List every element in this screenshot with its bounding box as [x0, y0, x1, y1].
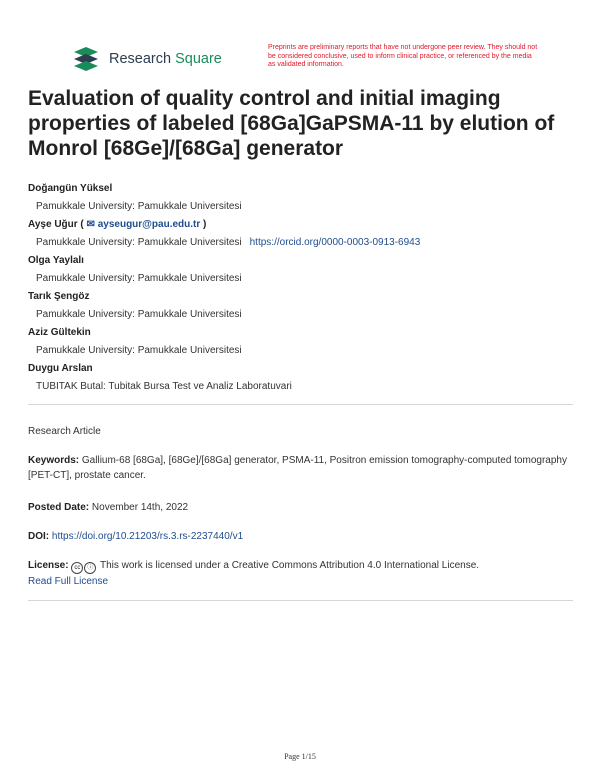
paper-title: Evaluation of quality control and initial imaging properties of labeled [68Ga]GaPSMA-11 by elution of Monrol [68Ge]/[68Ga] generator	[28, 87, 555, 160]
doi	[28, 529, 573, 544]
research-square-logo-icon	[72, 46, 102, 72]
email-text: ayseugur@pau.edu.tr	[97, 219, 201, 230]
divider	[28, 600, 573, 601]
logo-text	[109, 51, 222, 67]
author-name-text: Ayşe Uğur	[28, 219, 78, 230]
orcid-link[interactable]: https://orcid.org/0000-0003-0913-6943	[249, 237, 421, 248]
creative-commons-icon: cc	[71, 562, 83, 574]
posted-date	[28, 500, 573, 515]
author-email-link[interactable]	[87, 219, 201, 230]
divider	[28, 404, 573, 405]
affiliation-text: Pamukkale University: Pamukkale Universitesi	[36, 237, 242, 248]
attribution-icon: ⓘ	[84, 562, 96, 574]
license-label: License:	[28, 560, 69, 571]
author-affiliation	[28, 234, 573, 252]
author-name-with-email: Ayşe Uğur ( ✉ ayseugur@pau.edu.tr )	[28, 219, 207, 230]
keywords-label: Keywords:	[28, 455, 80, 466]
license	[28, 558, 573, 589]
logo-word-square: Square	[175, 51, 222, 67]
posted-date-label: Posted Date:	[28, 502, 90, 513]
author-list	[28, 180, 573, 396]
author-affiliation: TUBITAK Butal: Tubitak Bursa Test ve Analiz Laboratuvari	[36, 381, 292, 392]
author-affiliation: Pamukkale University: Pamukkale Universitesi	[36, 273, 242, 284]
posted-date-value: November 14th, 2022	[91, 502, 189, 513]
author-affiliation: Pamukkale University: Pamukkale Universitesi	[36, 309, 242, 320]
preprint-notice: Preprints are preliminary reports that have not undergone peer review. They should not be considered conclusive, used to inform clinical practice, or referenced by the media as validated information.	[268, 44, 538, 68]
logo-word-research: Research	[109, 51, 172, 67]
author-name: Doğangün Yüksel	[28, 183, 113, 194]
license-text: This work is licensed under a Creative Commons Attribution 4.0 International License.	[99, 560, 480, 571]
doi-link[interactable]: https://doi.org/10.21203/rs.3.rs-2237440/v1	[51, 531, 244, 542]
read-full-license-link[interactable]: Read Full License	[28, 576, 109, 587]
keywords	[28, 453, 573, 483]
author-name: Olga Yaylalı	[28, 255, 84, 266]
author-name: Duygu Arslan	[28, 363, 93, 374]
keywords-text: Gallium-68 [68Ga], [68Ge]/[68Ga] generator, PSMA-11, Positron emission tomography-computed tomography [PET-CT], prostate cancer.	[28, 455, 567, 481]
author-name: Aziz Gültekin	[28, 327, 91, 338]
doi-label: DOI:	[28, 531, 50, 542]
research-square-logo[interactable]	[72, 46, 222, 72]
author-name: Tarık Şengöz	[28, 291, 90, 302]
article-type: Research Article	[28, 426, 101, 437]
page-number: Page 1/15	[284, 752, 316, 761]
author-affiliation: Pamukkale University: Pamukkale Universitesi	[36, 345, 242, 356]
envelope-icon: ✉	[86, 219, 95, 230]
author-affiliation: Pamukkale University: Pamukkale Universitesi	[36, 201, 242, 212]
